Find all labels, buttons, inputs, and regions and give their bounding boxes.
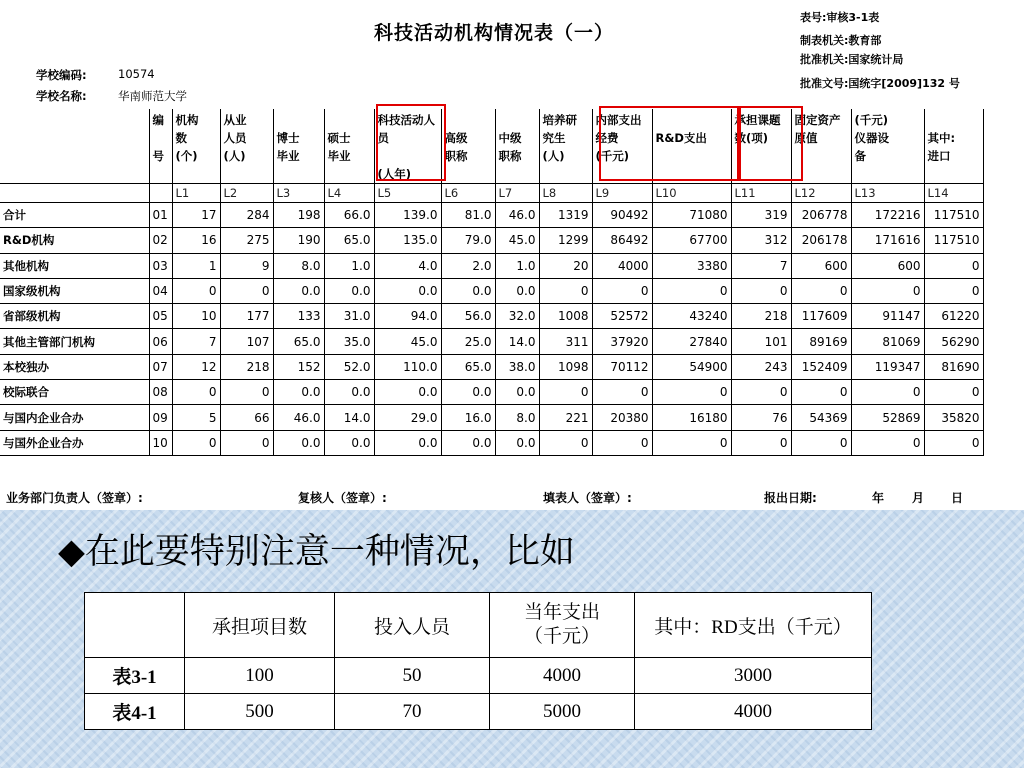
table-cell: 32.0	[495, 304, 539, 329]
comparison-cell: 500	[185, 694, 335, 730]
sign-report-date: 报出日期:	[764, 491, 817, 505]
table-cell: 101	[731, 329, 791, 354]
table-cell: 0	[924, 253, 983, 278]
table-cell: 94.0	[374, 304, 441, 329]
statistics-table	[0, 109, 984, 456]
table-cell: 27840	[652, 329, 731, 354]
sign-month: 月	[912, 491, 925, 505]
table-cell: 0.0	[374, 430, 441, 455]
table-header-row	[0, 109, 983, 184]
table-cell: 67700	[652, 228, 731, 253]
table-cell: 0	[851, 278, 924, 303]
header-cell: R&D支出	[652, 109, 731, 184]
table-cell: 81069	[851, 329, 924, 354]
row-code: 07	[149, 354, 172, 379]
table-cell: 1319	[539, 203, 592, 228]
header-cell: (千元) 仪器设 备	[851, 109, 924, 184]
row-code: 04	[149, 278, 172, 303]
table-cell: 37920	[592, 329, 652, 354]
comparison-header-cell: 当年支出 （千元）	[490, 593, 635, 658]
table-cell: 0.0	[495, 278, 539, 303]
table-cell: 3380	[652, 253, 731, 278]
table-cell: 54369	[791, 405, 851, 430]
table-cell: 29.0	[374, 405, 441, 430]
comparison-row-label: 表4-1	[85, 694, 185, 730]
row-label: 与国外企业合办	[0, 430, 149, 455]
table-cell: 54900	[652, 354, 731, 379]
table-row	[0, 253, 983, 278]
header-cell: 承担课题 数(项)	[731, 109, 791, 184]
table-cell: 0.0	[441, 430, 495, 455]
table-row	[0, 228, 983, 253]
table-cell: 9	[220, 253, 273, 278]
header-cell: 中级 职称	[495, 109, 539, 184]
table-cell: 81.0	[441, 203, 495, 228]
table-cell: 0.0	[273, 380, 324, 405]
table-row	[0, 304, 983, 329]
column-code-row	[0, 184, 983, 203]
column-code: L14	[924, 184, 983, 203]
sign-year: 年	[872, 491, 885, 505]
comparison-row	[85, 658, 872, 694]
table-cell: 600	[851, 253, 924, 278]
table-cell: 0	[539, 380, 592, 405]
sign-day: 日	[951, 491, 964, 505]
table-row	[0, 430, 983, 455]
table-cell: 133	[273, 304, 324, 329]
table-cell: 218	[731, 304, 791, 329]
table-cell: 90492	[592, 203, 652, 228]
table-cell: 46.0	[495, 203, 539, 228]
table-cell: 177	[220, 304, 273, 329]
table-cell: 119347	[851, 354, 924, 379]
header-cell: 从业 人员 (人)	[220, 109, 273, 184]
row-label: 国家级机构	[0, 278, 149, 303]
comparison-header-cell: 承担项目数	[185, 593, 335, 658]
table-cell: 0	[220, 380, 273, 405]
row-code: 01	[149, 203, 172, 228]
table-cell: 0	[851, 380, 924, 405]
table-cell: 0	[652, 278, 731, 303]
table-cell: 79.0	[441, 228, 495, 253]
column-code: L7	[495, 184, 539, 203]
table-cell: 0	[172, 380, 220, 405]
table-cell: 61220	[924, 304, 983, 329]
table-cell: 66.0	[324, 203, 374, 228]
table-cell: 0	[172, 430, 220, 455]
table-row	[0, 380, 983, 405]
table-cell: 45.0	[495, 228, 539, 253]
row-code: 02	[149, 228, 172, 253]
table-cell: 25.0	[441, 329, 495, 354]
header-cell: 科技活动人员 (人年)	[374, 109, 441, 184]
table-cell: 0.0	[324, 278, 374, 303]
header-cell: 固定资产原值	[791, 109, 851, 184]
comparison-row-label: 表3-1	[85, 658, 185, 694]
table-cell: 198	[273, 203, 324, 228]
school-code: 10574	[118, 67, 155, 81]
column-code: L6	[441, 184, 495, 203]
table-cell: 14.0	[495, 329, 539, 354]
comparison-header-cell: 投入人员	[335, 593, 490, 658]
table-cell: 0	[592, 380, 652, 405]
row-code: 05	[149, 304, 172, 329]
table-cell: 12	[172, 354, 220, 379]
highlight-box-projects	[739, 106, 803, 181]
table-cell: 206178	[791, 228, 851, 253]
column-code	[0, 184, 149, 203]
comparison-header-cell: 其中：RD支出（千元）	[635, 593, 872, 658]
table-cell: 284	[220, 203, 273, 228]
table-cell: 5	[172, 405, 220, 430]
table-cell: 7	[172, 329, 220, 354]
table-row	[0, 203, 983, 228]
row-code: 10	[149, 430, 172, 455]
table-cell: 7	[731, 253, 791, 278]
table-cell: 31.0	[324, 304, 374, 329]
table-cell: 0.0	[273, 430, 324, 455]
table-cell: 89169	[791, 329, 851, 354]
table-cell: 190	[273, 228, 324, 253]
table-cell: 91147	[851, 304, 924, 329]
table-cell: 0.0	[495, 380, 539, 405]
header-cell: 高级 职称	[441, 109, 495, 184]
comparison-cell: 5000	[490, 694, 635, 730]
row-code: 09	[149, 405, 172, 430]
table-cell: 35820	[924, 405, 983, 430]
table-cell: 56290	[924, 329, 983, 354]
table-cell: 52.0	[324, 354, 374, 379]
table-cell: 43240	[652, 304, 731, 329]
row-code: 06	[149, 329, 172, 354]
sign-reviewer: 复核人（签章）:	[298, 491, 387, 505]
table-cell: 135.0	[374, 228, 441, 253]
header-cell: 其中: 进口	[924, 109, 983, 184]
column-code: L5	[374, 184, 441, 203]
table-row	[0, 329, 983, 354]
school-code-label: 学校编码:	[36, 68, 87, 82]
table-cell: 243	[731, 354, 791, 379]
header-cell	[0, 109, 149, 184]
table-cell: 275	[220, 228, 273, 253]
sign-dept-head: 业务部门负责人（签章）:	[6, 491, 143, 505]
header-cell: 硕士 毕业	[324, 109, 374, 184]
table-cell: 218	[220, 354, 273, 379]
row-label: 与国内企业合办	[0, 405, 149, 430]
table-cell: 0	[539, 430, 592, 455]
table-cell: 0	[791, 430, 851, 455]
header-cell: 博士 毕业	[273, 109, 324, 184]
table-cell: 221	[539, 405, 592, 430]
table-cell: 319	[731, 203, 791, 228]
table-cell: 0	[791, 380, 851, 405]
table-cell: 0	[592, 278, 652, 303]
table-cell: 16.0	[441, 405, 495, 430]
comparison-row	[85, 694, 872, 730]
column-code: L8	[539, 184, 592, 203]
table-cell: 1008	[539, 304, 592, 329]
row-label: 合计	[0, 203, 149, 228]
table-cell: 14.0	[324, 405, 374, 430]
table-cell: 56.0	[441, 304, 495, 329]
table-cell: 0	[539, 278, 592, 303]
header-cell: 内部支出经费 (千元)	[592, 109, 652, 184]
row-code: 03	[149, 253, 172, 278]
table-cell: 0	[731, 278, 791, 303]
table-cell: 76	[731, 405, 791, 430]
table-cell: 16	[172, 228, 220, 253]
table-cell: 46.0	[273, 405, 324, 430]
row-label: R&D机构	[0, 228, 149, 253]
table-cell: 0.0	[441, 380, 495, 405]
table-cell: 0	[220, 430, 273, 455]
table-cell: 0	[652, 430, 731, 455]
row-code: 08	[149, 380, 172, 405]
highlight-box-expenditure	[599, 106, 739, 181]
table-cell: 139.0	[374, 203, 441, 228]
table-cell: 311	[539, 329, 592, 354]
table-cell: 152	[273, 354, 324, 379]
comparison-cell: 3000	[635, 658, 872, 694]
table-cell: 71080	[652, 203, 731, 228]
row-label: 省部级机构	[0, 304, 149, 329]
table-cell: 8.0	[495, 405, 539, 430]
table-cell: 0	[924, 380, 983, 405]
row-label: 校际联合	[0, 380, 149, 405]
column-code: L12	[791, 184, 851, 203]
table-cell: 0.0	[273, 278, 324, 303]
table-cell: 52869	[851, 405, 924, 430]
table-cell: 4.0	[374, 253, 441, 278]
table-cell: 171616	[851, 228, 924, 253]
table-cell: 10	[172, 304, 220, 329]
table-cell: 1098	[539, 354, 592, 379]
table-cell: 0.0	[324, 430, 374, 455]
column-code: L10	[652, 184, 731, 203]
header-cell: 培养研 究生 (人)	[539, 109, 592, 184]
table-cell: 0	[731, 430, 791, 455]
table-cell: 81690	[924, 354, 983, 379]
table-row	[0, 354, 983, 379]
table-cell: 0.0	[441, 278, 495, 303]
bullet-note: ◆在此要特别注意一种情况，比如	[58, 532, 575, 572]
column-code: L11	[731, 184, 791, 203]
table-cell: 86492	[592, 228, 652, 253]
comparison-header-cell	[85, 593, 185, 658]
table-cell: 65.0	[441, 354, 495, 379]
meta-form-no: 表号:审核3-1表	[800, 11, 880, 24]
header-cell: 编 号	[149, 109, 172, 184]
table-cell: 110.0	[374, 354, 441, 379]
table-cell: 107	[220, 329, 273, 354]
table-cell: 65.0	[273, 329, 324, 354]
table-cell: 52572	[592, 304, 652, 329]
comparison-header-row	[85, 593, 872, 658]
table-row	[0, 278, 983, 303]
table-cell: 0	[924, 278, 983, 303]
table-cell: 1	[172, 253, 220, 278]
table-cell: 38.0	[495, 354, 539, 379]
table-cell: 172216	[851, 203, 924, 228]
school-name-label: 学校名称:	[36, 89, 87, 103]
comparison-table	[84, 592, 872, 730]
table-cell: 17	[172, 203, 220, 228]
column-code: L3	[273, 184, 324, 203]
column-code: L1	[172, 184, 220, 203]
table-cell: 1.0	[324, 253, 374, 278]
column-code: L9	[592, 184, 652, 203]
table-cell: 4000	[592, 253, 652, 278]
table-cell: 0	[924, 430, 983, 455]
table-cell: 0	[652, 380, 731, 405]
header-cell: 机构 数 (个)	[172, 109, 220, 184]
meta-issuer: 制表机关:教育部	[800, 34, 882, 47]
comparison-cell: 70	[335, 694, 490, 730]
table-cell: 0	[731, 380, 791, 405]
column-code: L2	[220, 184, 273, 203]
comparison-cell: 50	[335, 658, 490, 694]
school-name: 华南师范大学	[118, 89, 187, 103]
table-cell: 117609	[791, 304, 851, 329]
comparison-cell: 4000	[490, 658, 635, 694]
comparison-cell: 4000	[635, 694, 872, 730]
table-cell: 0.0	[495, 430, 539, 455]
comparison-cell: 100	[185, 658, 335, 694]
table-cell: 2.0	[441, 253, 495, 278]
table-cell: 8.0	[273, 253, 324, 278]
table-cell: 70112	[592, 354, 652, 379]
column-code: L13	[851, 184, 924, 203]
table-cell: 0.0	[324, 380, 374, 405]
row-label: 本校独办	[0, 354, 149, 379]
meta-approver: 批准机关:国家统计局	[800, 53, 904, 66]
table-cell: 600	[791, 253, 851, 278]
table-cell: 117510	[924, 203, 983, 228]
table-cell: 0	[851, 430, 924, 455]
table-cell: 0	[172, 278, 220, 303]
table-cell: 20380	[592, 405, 652, 430]
table-cell: 0	[592, 430, 652, 455]
column-code: L4	[324, 184, 374, 203]
table-cell: 45.0	[374, 329, 441, 354]
table-cell: 35.0	[324, 329, 374, 354]
table-cell: 16180	[652, 405, 731, 430]
table-cell: 206778	[791, 203, 851, 228]
sign-filler: 填表人（签章）:	[543, 491, 632, 505]
table-cell: 0.0	[374, 278, 441, 303]
table-cell: 0	[791, 278, 851, 303]
table-cell: 117510	[924, 228, 983, 253]
row-label: 其他主管部门机构	[0, 329, 149, 354]
meta-approval-no: 批准文号:国统字[2009]132 号	[800, 77, 960, 90]
table-cell: 1299	[539, 228, 592, 253]
highlight-box-personnel	[376, 104, 446, 181]
column-code	[149, 184, 172, 203]
table-cell: 66	[220, 405, 273, 430]
table-row	[0, 405, 983, 430]
table-cell: 312	[731, 228, 791, 253]
table-cell: 65.0	[324, 228, 374, 253]
table-cell: 1.0	[495, 253, 539, 278]
table-cell: 0	[220, 278, 273, 303]
row-label: 其他机构	[0, 253, 149, 278]
table-cell: 0.0	[374, 380, 441, 405]
table-cell: 20	[539, 253, 592, 278]
table-cell: 152409	[791, 354, 851, 379]
report-title: 科技活动机构情况表（一）	[374, 22, 615, 44]
